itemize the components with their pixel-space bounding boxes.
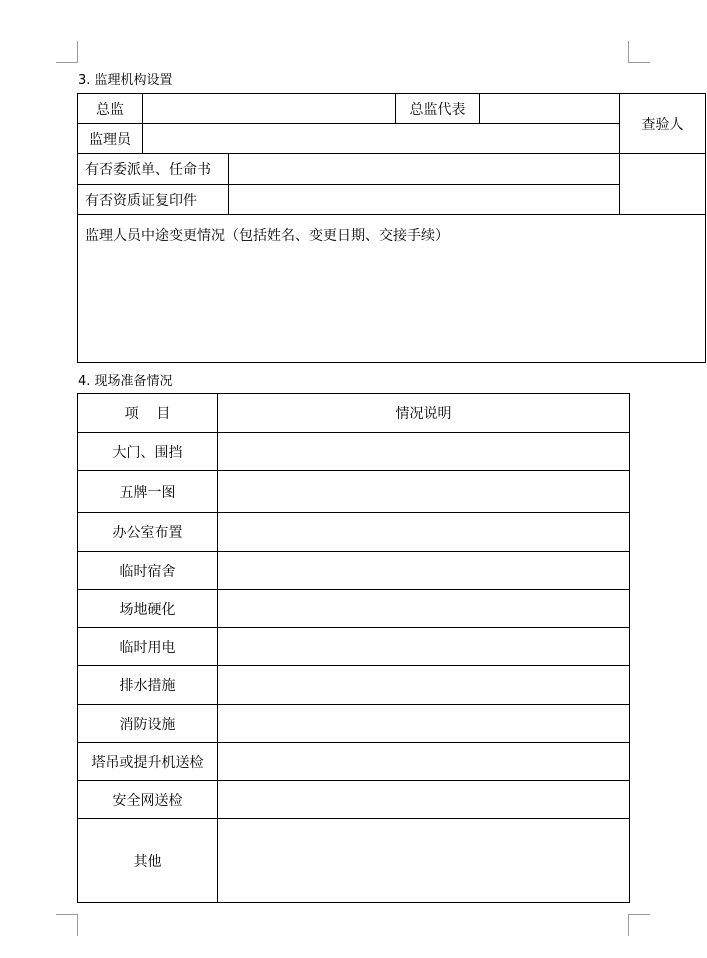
corner-mark-bottom-left-v [77, 914, 78, 936]
row-label-fire: 消防设施 [78, 705, 218, 743]
row-value-crane[interactable] [218, 743, 630, 781]
row-label-other: 其他 [78, 819, 218, 903]
zongjian-daibiao-value[interactable] [480, 94, 620, 124]
corner-mark-top-left-v [77, 41, 78, 63]
weipaidan-label: 有否委派单、任命书 [78, 154, 229, 185]
row-label-hardening: 场地硬化 [78, 590, 218, 628]
corner-mark-bottom-left-h [56, 914, 78, 915]
row-label-dormitory: 临时宿舍 [78, 552, 218, 590]
supervision-org-table [77, 93, 706, 363]
row-label-drainage: 排水措施 [78, 666, 218, 705]
zongjian-label: 总监 [78, 94, 143, 124]
chayanren-value[interactable] [620, 154, 706, 215]
corner-mark-bottom-right-h [628, 914, 650, 915]
row-value-other[interactable] [218, 819, 630, 903]
weipaidan-value[interactable] [229, 154, 620, 185]
row-value-drainage[interactable] [218, 666, 630, 705]
section4-heading: 4. 现场准备情况 [78, 374, 173, 389]
corner-mark-top-right-h [628, 62, 650, 63]
row-value-fire[interactable] [218, 705, 630, 743]
row-value-safety-net[interactable] [218, 781, 630, 819]
row-label-power: 临时用电 [78, 628, 218, 666]
chayanren-label: 查验人 [620, 94, 706, 154]
row-label-gate: 大门、围挡 [78, 433, 218, 471]
row-value-hardening[interactable] [218, 590, 630, 628]
jianliyuan-value[interactable] [143, 124, 620, 154]
corner-mark-top-left-h [56, 62, 78, 63]
col-header-item: 项 目 [78, 394, 218, 433]
row-value-office[interactable] [218, 513, 630, 552]
staff-change-cell[interactable]: 监理人员中途变更情况（包括姓名、变更日期、交接手续） [78, 215, 706, 363]
site-preparation-table [77, 393, 630, 903]
row-label-crane: 塔吊或提升机送检 [78, 743, 218, 781]
zizhi-label: 有否资质证复印件 [78, 185, 229, 215]
row-label-safety-net: 安全网送检 [78, 781, 218, 819]
row-value-power[interactable] [218, 628, 630, 666]
section3-heading: 3. 监理机构设置 [78, 73, 173, 88]
jianliyuan-label: 监理员 [78, 124, 143, 154]
corner-mark-bottom-right-v [628, 914, 629, 936]
row-value-gate[interactable] [218, 433, 630, 471]
row-label-office: 办公室布置 [78, 513, 218, 552]
row-value-signboards[interactable] [218, 471, 630, 513]
row-value-dormitory[interactable] [218, 552, 630, 590]
row-label-signboards: 五牌一图 [78, 471, 218, 513]
zizhi-value[interactable] [229, 185, 620, 215]
zongjian-daibiao-label: 总监代表 [396, 94, 480, 124]
corner-mark-top-right-v [628, 41, 629, 63]
col-header-desc: 情况说明 [218, 394, 630, 433]
zongjian-value[interactable] [143, 94, 396, 124]
